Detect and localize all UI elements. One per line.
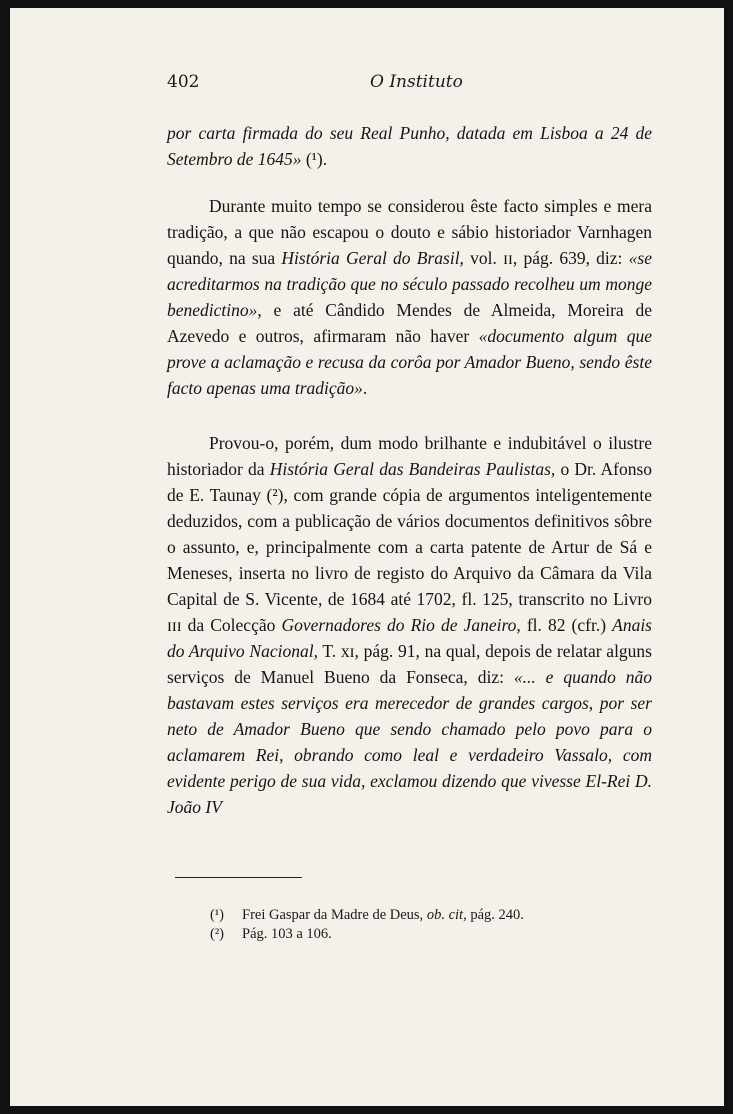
p3-i1: História Geral das Bandeiras Paulistas,	[269, 459, 556, 479]
p3-t1: Provou-o, porém, dum modo brilhante e indubitável o ilustre historiador da	[167, 433, 652, 479]
page-number: 402	[167, 72, 200, 92]
paragraph-tradition	[167, 193, 652, 401]
p3-t3: fl. 82 (cfr.)	[520, 615, 613, 635]
paragraph-taunay	[167, 430, 652, 820]
p2-i2: «se acreditarmos na tradição que no século passado recolheu um monge benedictino»	[167, 248, 652, 320]
p3-i4: «... e quando não bastavam estes serviços era merecedor de grandes cargos, por ser neto de Amador Bueno que sendo chamado pelo povo para o aclamarem Rei, obrando como leal e verdadeiro Vassalo, com evidente perigo de sua vida, exclamou dizendo que vivesse El-Rei D. João IV	[167, 667, 652, 817]
footnote-1-tail: , pág. 240.	[463, 907, 524, 923]
footnote-2	[210, 926, 332, 943]
paragraph-continuation	[167, 120, 652, 172]
p1-tail: (¹).	[301, 149, 328, 169]
footnote-1-text: Frei Gaspar da Madre de Deus,	[242, 907, 427, 923]
p3-i3: Anais do Arquivo Nacional,	[167, 615, 652, 661]
p3-i2: Governadores do Rio de Janeiro,	[281, 615, 521, 635]
footnote-1	[210, 907, 524, 924]
p3-t2: o Dr. Afonso de E. Taunay (²), com grande cópia de argumentos inteligentemente deduzidos, com a publicação de vários documentos definitivos sôbre o assunto, e, principalmente com a carta patente de Artur de Sá e Meneses, inserta no livro de registo do Arquivo da Câmara da Vila Capital de S. Vicente, de 1684 até 1702, fl. 125, transcrito no Livro ɪɪɪ da Colecção	[167, 459, 653, 635]
p3-t4: T. xɪ, pág. 91, na qual, depois de relatar alguns serviços de Manuel Bueno da Fonseca, diz:	[167, 641, 652, 687]
p2-t1: Durante muito tempo se considerou êste facto simples e mera tradição, a que não escapou o douto e sábio historiador Varnhagen quando, na sua	[167, 196, 652, 268]
p2-i1: História Geral do Brasil,	[281, 248, 464, 268]
book-page	[10, 8, 724, 1106]
p2-t2: vol. ɪɪ, pág. 639, diz:	[463, 248, 629, 268]
p2-i3: «documento algum que prove a aclamação e recusa da corôa por Amador Bueno, sendo êste facto apenas uma tradição»	[167, 326, 652, 398]
footnote-2-mark: (²)	[210, 926, 225, 942]
footnote-1-italic: ob. cit	[426, 907, 464, 923]
footnote-2-text: Pág. 103 a 106.	[242, 926, 332, 942]
footnote-rule	[175, 877, 302, 878]
running-title: O Instituto	[370, 72, 463, 92]
p2-t4: .	[362, 378, 368, 398]
p1-italic: por carta firmada do seu Real Punho, datada em Lisboa a 24 de Setembro de 1645»	[167, 123, 652, 169]
footnote-1-mark: (¹)	[210, 907, 225, 923]
p2-t3: , e até Cândido Mendes de Almeida, Moreira de Azevedo e outros, afirmaram não haver	[167, 300, 652, 346]
